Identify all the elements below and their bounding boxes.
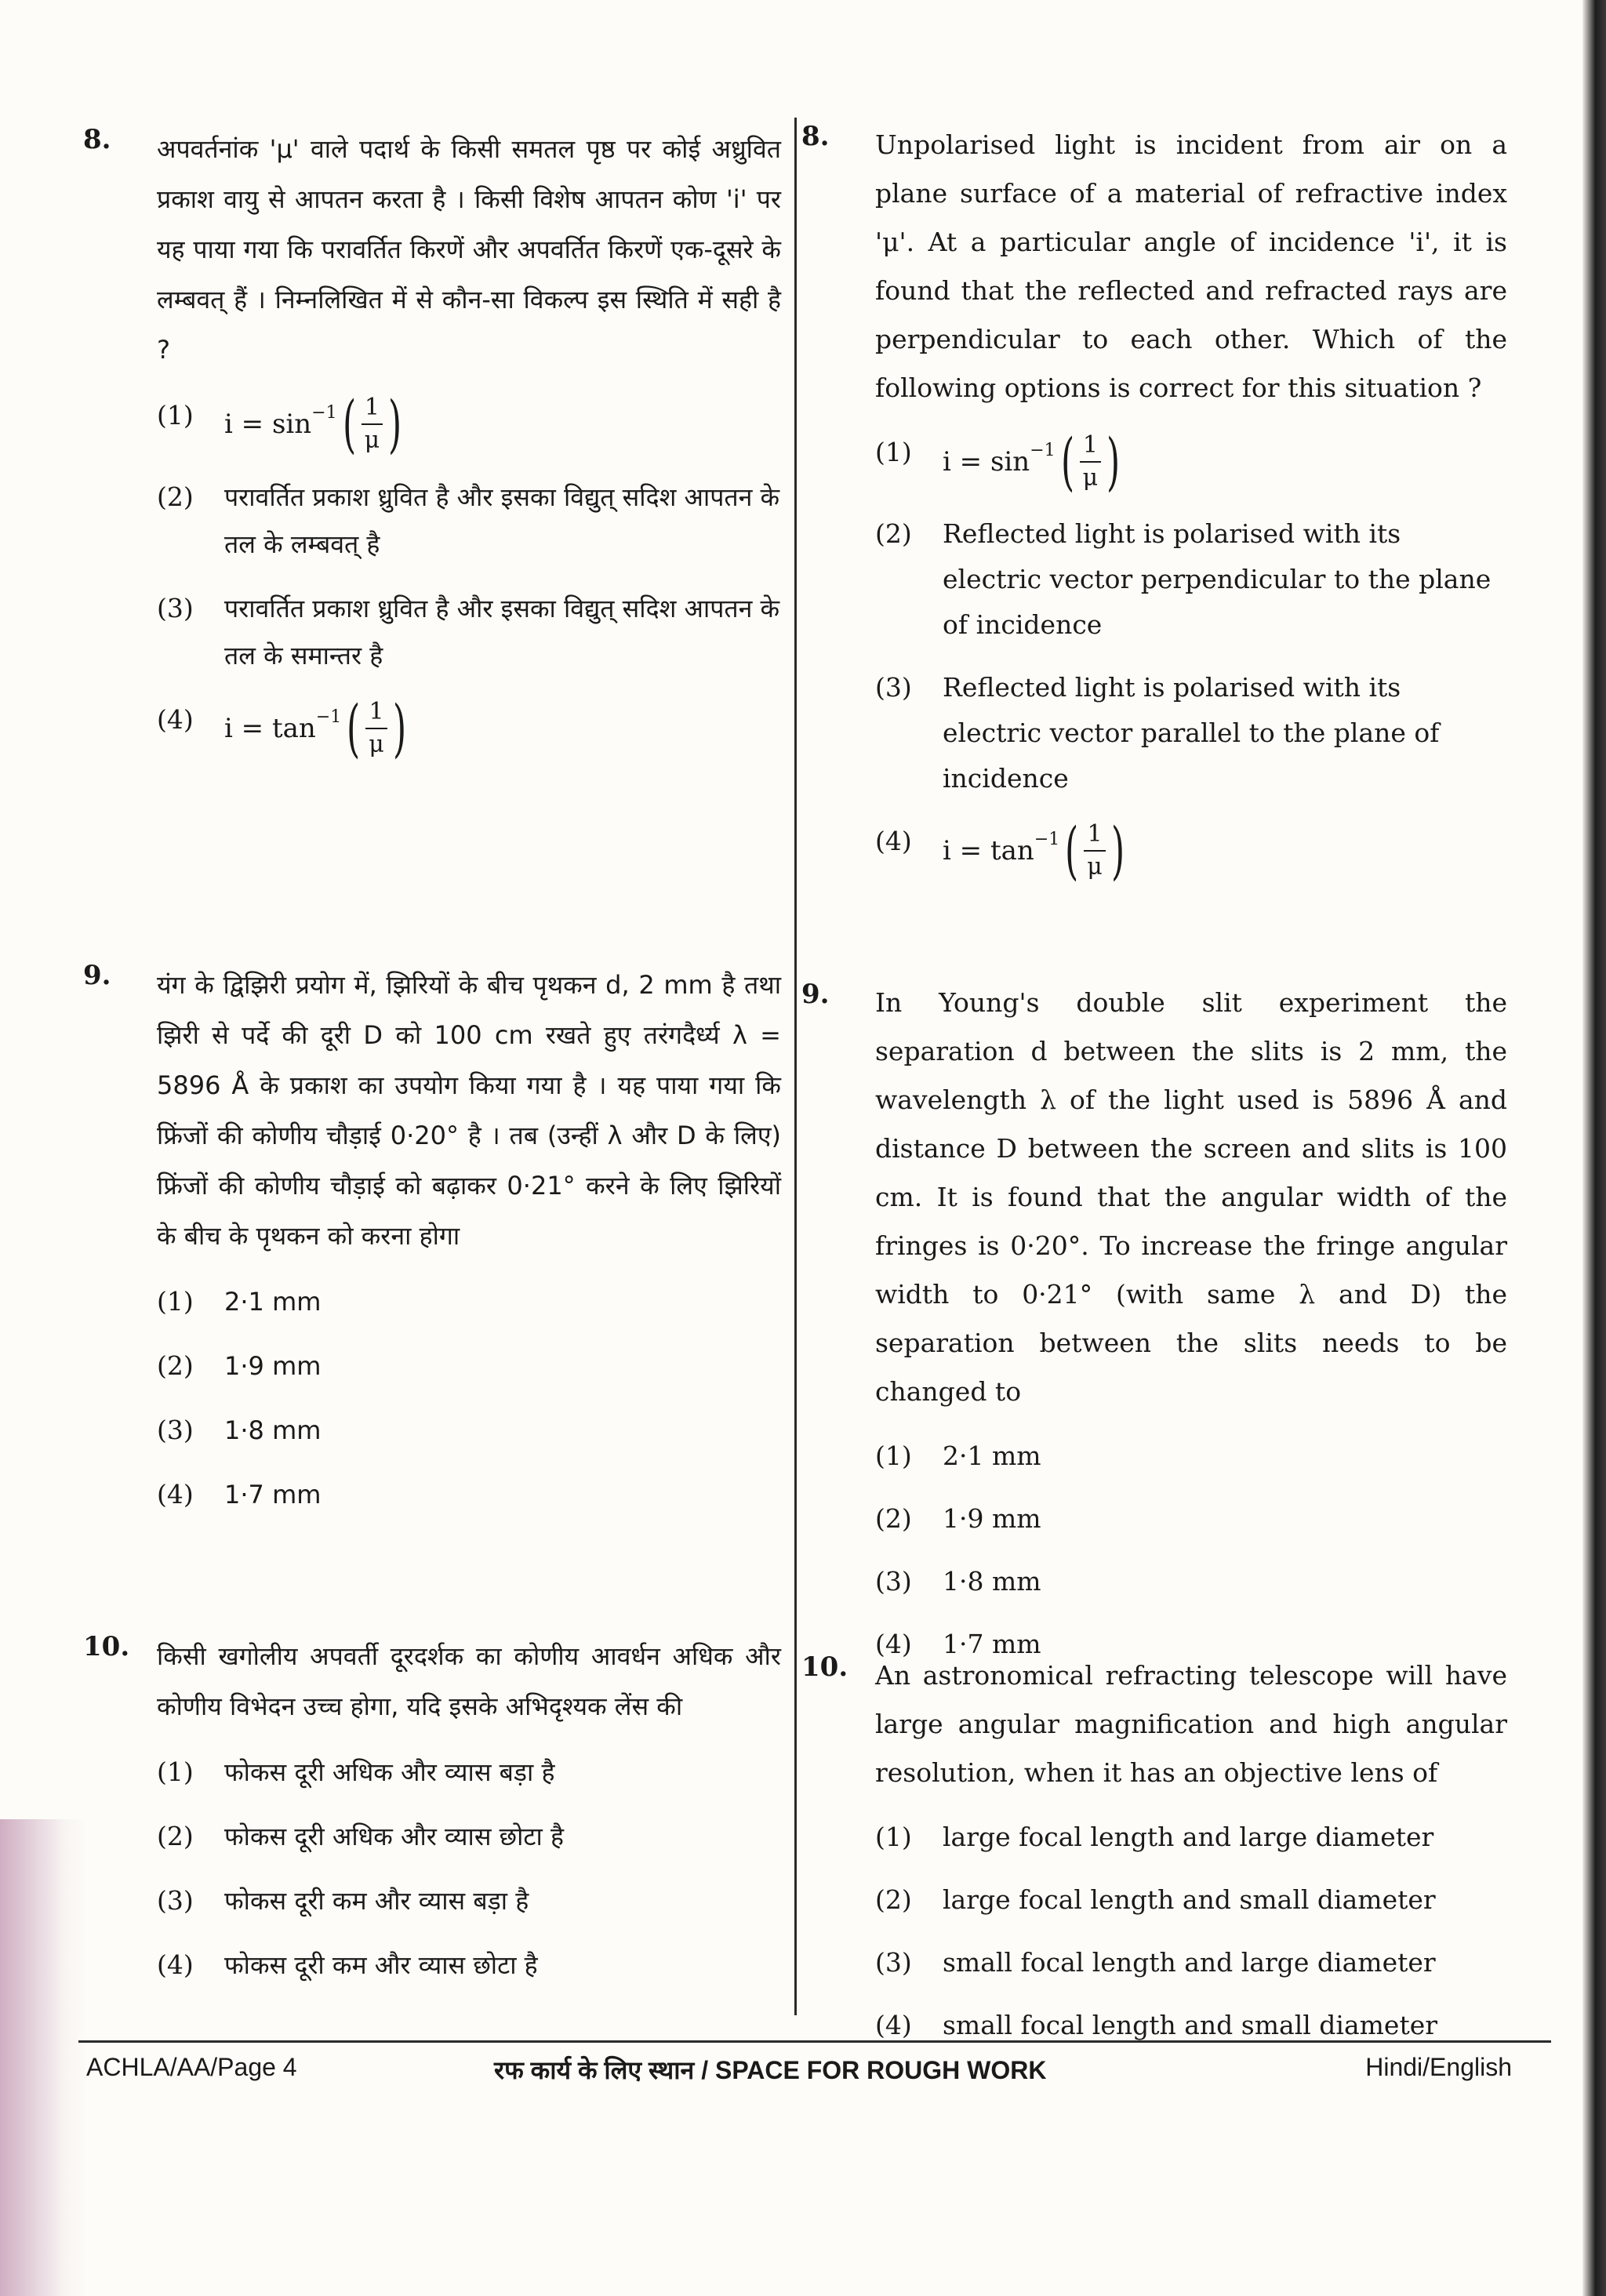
option-number: (3) bbox=[157, 1415, 194, 1445]
question-number: 9. bbox=[83, 960, 111, 991]
option-item bbox=[875, 1496, 1507, 1542]
question-text: यंग के द्विझिरी प्रयोग में, झिरियों के बीच पृथकन d, 2 mm है तथा झिरी से पर्दे की दूरी D को 100 cm रखते हुए तरंगदैर्ध्य λ = 5896 Å के प्रकाश का उपयोग किया गया है । यह पाया गया कि फ्रिंजों की कोणीय चौड़ाई 0·20° है । तब (उन्हीं λ और D के लिए) फ्रिंजों की कोणीय चौड़ाई को बढ़ाकर 0·21° करने के लिए झिरियों के बीच के पृथकन को करना होगा bbox=[157, 970, 781, 1251]
question-10-hindi bbox=[83, 1631, 781, 2006]
option-number: (3) bbox=[875, 1947, 912, 1978]
right-paren: ) bbox=[1106, 425, 1121, 498]
option-item bbox=[157, 1471, 781, 1518]
option-text: 1·9 mm bbox=[943, 1503, 1041, 1534]
option-text: फोकस दूरी कम और व्यास छोटा है bbox=[224, 1950, 538, 1980]
option-text: small focal length and small diameter bbox=[943, 2010, 1438, 2040]
options-list bbox=[875, 1815, 1507, 2048]
formula-exponent: −1 bbox=[311, 403, 337, 423]
fraction bbox=[1080, 430, 1101, 494]
page-edge-shadow bbox=[1582, 0, 1606, 2296]
option-number: (1) bbox=[875, 1822, 912, 1852]
options-list bbox=[157, 1749, 781, 1989]
question-number: 8. bbox=[801, 121, 830, 152]
option-item bbox=[157, 1813, 781, 1860]
fraction-numerator: 1 bbox=[362, 392, 383, 425]
option-item bbox=[875, 1433, 1507, 1479]
fraction-denominator: μ bbox=[1082, 464, 1099, 492]
language-label: Hindi/English bbox=[1365, 2053, 1512, 2081]
option-number: (1) bbox=[875, 1440, 912, 1471]
options-list bbox=[875, 425, 1507, 887]
option-number: (3) bbox=[157, 593, 194, 623]
option-number: (4) bbox=[157, 704, 194, 735]
option-text bbox=[224, 387, 781, 460]
question-9-english bbox=[801, 979, 1507, 1684]
option-item bbox=[875, 425, 1507, 498]
right-paren: ) bbox=[1110, 814, 1125, 887]
option-item bbox=[157, 1278, 781, 1325]
page-code: ACHLA/AA/Page 4 bbox=[86, 2053, 297, 2081]
fraction-denominator: μ bbox=[1087, 853, 1103, 881]
option-item bbox=[157, 585, 781, 679]
option-number: (1) bbox=[157, 1286, 194, 1317]
fraction bbox=[1084, 819, 1105, 883]
option-item bbox=[157, 1749, 781, 1796]
option-item bbox=[875, 1815, 1507, 1860]
fraction-denominator: μ bbox=[369, 731, 384, 758]
fraction-numerator: 1 bbox=[1080, 430, 1101, 463]
option-item bbox=[875, 1877, 1507, 1923]
option-number: (1) bbox=[875, 437, 912, 467]
option-text: Reflected light is polarised with its electric vector perpendicular to the plane of incidence bbox=[943, 518, 1492, 640]
option-text: फोकस दूरी कम और व्यास बड़ा है bbox=[224, 1886, 529, 1916]
option-number: (3) bbox=[875, 672, 912, 703]
question-text: किसी खगोलीय अपवर्ती दूरदर्शक का कोणीय आवर्धन अधिक और कोणीय विभेदन उच्च होगा, यदि इसके अभिदृश्यक लेंस की bbox=[157, 1641, 781, 1721]
question-text: An astronomical refracting telescope will have large angular magnification and high angular resolution, when it has an objective lens of bbox=[875, 1660, 1507, 1788]
option-number: (1) bbox=[157, 1757, 194, 1787]
fraction-numerator: 1 bbox=[1084, 819, 1105, 852]
option-item bbox=[875, 665, 1507, 801]
option-text: Reflected light is polarised with its electric vector parallel to the plane of incidence bbox=[943, 672, 1440, 794]
question-8-hindi bbox=[83, 124, 781, 778]
option-text bbox=[943, 814, 1507, 887]
question-text: In Young's double slit experiment the separation d between the slits is 2 mm, the wavelength λ of the light used is 5896 Å and distance D between the screen and slits is 100 cm. It is found that the angular width of the fringes is 0·20°. To increase the fringe angular width to 0·21° (with same λ and D) the separation between the slits needs to be changed to bbox=[875, 987, 1507, 1407]
option-text: 2·1 mm bbox=[224, 1287, 322, 1317]
right-paren: ) bbox=[392, 692, 406, 765]
option-text: 1·8 mm bbox=[943, 1566, 1041, 1597]
option-item bbox=[157, 1942, 781, 1989]
option-text: फोकस दूरी अधिक और व्यास बड़ा है bbox=[224, 1757, 555, 1787]
option-text bbox=[224, 692, 781, 765]
option-text bbox=[943, 425, 1507, 498]
question-8-english bbox=[801, 121, 1507, 900]
formula bbox=[943, 814, 1130, 887]
option-number: (3) bbox=[157, 1885, 194, 1916]
formula-lhs: i = sin bbox=[224, 409, 312, 440]
footer-rule bbox=[78, 2040, 1551, 2043]
option-number: (3) bbox=[875, 1566, 912, 1597]
option-item bbox=[875, 814, 1507, 887]
formula bbox=[224, 387, 407, 460]
option-number: (1) bbox=[157, 400, 194, 430]
question-text: Unpolarised light is incident from air on a plane surface of a material of refractive index 'μ'. At a particular angle of incidence 'i', it is found that the reflected and refracted rays are perpendicular to each other. Which of the following options is correct for this situation ? bbox=[875, 129, 1507, 403]
question-text: अपवर्तनांक 'μ' वाले पदार्थ के किसी समतल पृष्ठ पर कोई अध्रुवित प्रकाश वायु से आपतन करता है । किसी विशेष आपतन कोण 'i' पर यह पाया गया कि परावर्तित किरणें और अपवर्तित किरणें एक-दूसरे के लम्बवत् हैं । निम्नलिखित में से कौन-सा विकल्प इस स्थिति में सही है ? bbox=[157, 134, 781, 365]
fraction-denominator: μ bbox=[364, 427, 380, 454]
option-number: (4) bbox=[875, 2010, 912, 2040]
options-list bbox=[157, 387, 781, 765]
option-text: 2·1 mm bbox=[943, 1440, 1041, 1471]
option-item bbox=[157, 387, 781, 460]
option-text: परावर्तित प्रकाश ध्रुवित है और इसका विद्युत् सदिश आपतन के तल के समान्तर है bbox=[224, 594, 780, 670]
option-number: (2) bbox=[875, 1503, 912, 1534]
question-number: 9. bbox=[801, 979, 830, 1010]
question-number: 8. bbox=[83, 124, 111, 155]
right-paren: ) bbox=[387, 387, 402, 460]
fraction-numerator: 1 bbox=[365, 696, 387, 729]
option-item bbox=[157, 1342, 781, 1390]
rough-work-label: रफ कार्य के लिए स्थान / SPACE FOR ROUGH WORK bbox=[494, 2056, 1047, 2084]
left-paren: ( bbox=[1060, 425, 1074, 498]
formula-lhs: i = tan bbox=[224, 713, 316, 744]
formula-lhs: i = sin bbox=[943, 446, 1030, 478]
option-item bbox=[157, 692, 781, 765]
question-9-hindi bbox=[83, 960, 781, 1535]
question-number: 10. bbox=[83, 1631, 130, 1662]
option-number: (2) bbox=[875, 518, 912, 549]
fraction bbox=[362, 392, 383, 456]
left-paren: ( bbox=[1065, 814, 1079, 887]
formula-exponent: −1 bbox=[315, 707, 342, 727]
option-number: (4) bbox=[875, 1629, 912, 1659]
option-item bbox=[157, 1407, 781, 1454]
formula-lhs: i = tan bbox=[943, 835, 1034, 866]
option-number: (4) bbox=[875, 826, 912, 856]
page-edge-stain bbox=[0, 1819, 86, 2296]
option-number: (2) bbox=[157, 1350, 194, 1381]
option-text: फोकस दूरी अधिक और व्यास छोटा है bbox=[224, 1822, 564, 1851]
question-10-english bbox=[801, 1651, 1507, 2065]
column-divider bbox=[794, 118, 797, 2015]
option-text: 1·8 mm bbox=[224, 1415, 322, 1445]
left-paren: ( bbox=[342, 387, 356, 460]
option-number: (4) bbox=[157, 1949, 194, 1980]
option-text: परावर्तित प्रकाश ध्रुवित है और इसका विद्युत् सदिश आपतन के तल के लम्बवत् है bbox=[224, 482, 780, 559]
option-number: (2) bbox=[157, 1821, 194, 1851]
fraction bbox=[365, 696, 387, 761]
option-number: (2) bbox=[157, 481, 194, 512]
option-text: 1·7 mm bbox=[943, 1629, 1041, 1659]
option-item bbox=[157, 474, 781, 568]
formula bbox=[943, 425, 1125, 498]
option-item bbox=[875, 1559, 1507, 1604]
option-item bbox=[875, 1940, 1507, 1985]
formula-exponent: −1 bbox=[1030, 441, 1056, 460]
options-list bbox=[875, 1433, 1507, 1667]
option-text: large focal length and small diameter bbox=[943, 1884, 1436, 1915]
option-item bbox=[875, 511, 1507, 648]
option-number: (2) bbox=[875, 1884, 912, 1915]
option-text: small focal length and large diameter bbox=[943, 1947, 1436, 1978]
question-number: 10. bbox=[801, 1651, 848, 1683]
option-item bbox=[157, 1877, 781, 1924]
left-paren: ( bbox=[347, 692, 361, 765]
option-text: large focal length and large diameter bbox=[943, 1822, 1434, 1852]
option-text: 1·7 mm bbox=[224, 1480, 322, 1509]
formula bbox=[224, 692, 412, 765]
formula-exponent: −1 bbox=[1034, 830, 1060, 849]
options-list bbox=[157, 1278, 781, 1518]
option-number: (4) bbox=[157, 1479, 194, 1509]
option-text: 1·9 mm bbox=[224, 1351, 322, 1381]
